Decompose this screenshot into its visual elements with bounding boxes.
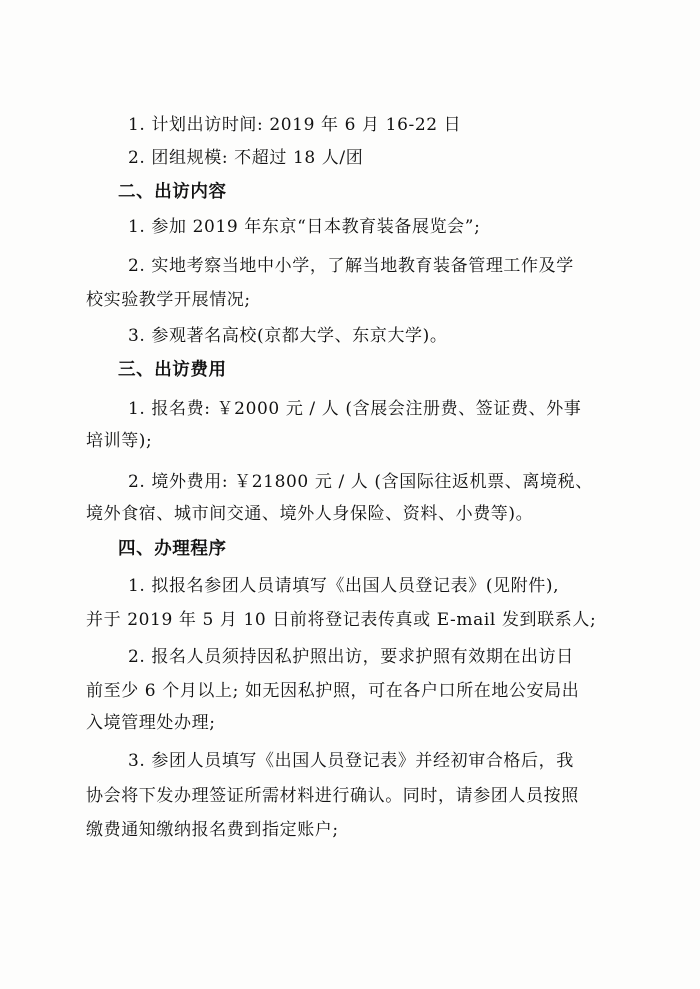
procedure-item-3: 3. 参团人员填写《出国人员登记表》并经初审合格后，我 — [128, 751, 574, 771]
visit-item-2-continued: 校实验教学开展情况; — [86, 290, 251, 310]
fee-item-2: 2. 境外费用: ￥21800 元 / 人 (含国际往返机票、离境税、 — [128, 472, 593, 492]
procedure-item-3-end: 缴费通知缴纳报名费到指定账户; — [86, 820, 339, 840]
procedure-item-2: 2. 报名人员须持因私护照出访，要求护照有效期在出访日 — [128, 647, 574, 667]
procedure-item-2-end: 入境管理处办理; — [86, 713, 216, 733]
section-heading-visit-content: 二、出访内容 — [118, 182, 227, 202]
procedure-item-3-continued: 协会将下发办理签证所需材料进行确认。同时，请参团人员按照 — [86, 786, 579, 806]
procedure-item-1: 1. 拟报名参团人员请填写《出国人员登记表》(见附件), — [128, 576, 560, 596]
fee-item-1: 1. 报名费: ￥2000 元 / 人 (含展会注册费、签证费、外事 — [128, 399, 582, 419]
fee-item-2-continued: 境外食宿、城市间交通、境外人身保险、资料、小费等)。 — [86, 504, 534, 524]
group-size-item: 2. 团组规模: 不超过 18 人/团 — [128, 148, 364, 168]
procedure-item-1-continued: 并于 2019 年 5 月 10 日前将登记表传真或 E-mail 发到联系人; — [86, 610, 597, 630]
visit-item-2: 2. 实地考察当地中小学，了解当地教育装备管理工作及学 — [128, 256, 574, 276]
section-heading-fees: 三、出访费用 — [118, 360, 227, 380]
visit-item-3: 3. 参观著名高校(京都大学、东京大学)。 — [128, 326, 448, 346]
schedule-item: 1. 计划出访时间: 2019 年 6 月 16-22 日 — [128, 115, 462, 135]
procedure-item-2-continued: 前至少 6 个月以上; 如无因私护照，可在各户口所在地公安局出 — [86, 681, 580, 701]
visit-item-1: 1. 参加 2019 年东京“日本教育装备展览会”; — [128, 217, 481, 237]
fee-item-1-continued: 培训等); — [86, 431, 153, 451]
section-heading-procedure: 四、办理程序 — [118, 539, 227, 559]
